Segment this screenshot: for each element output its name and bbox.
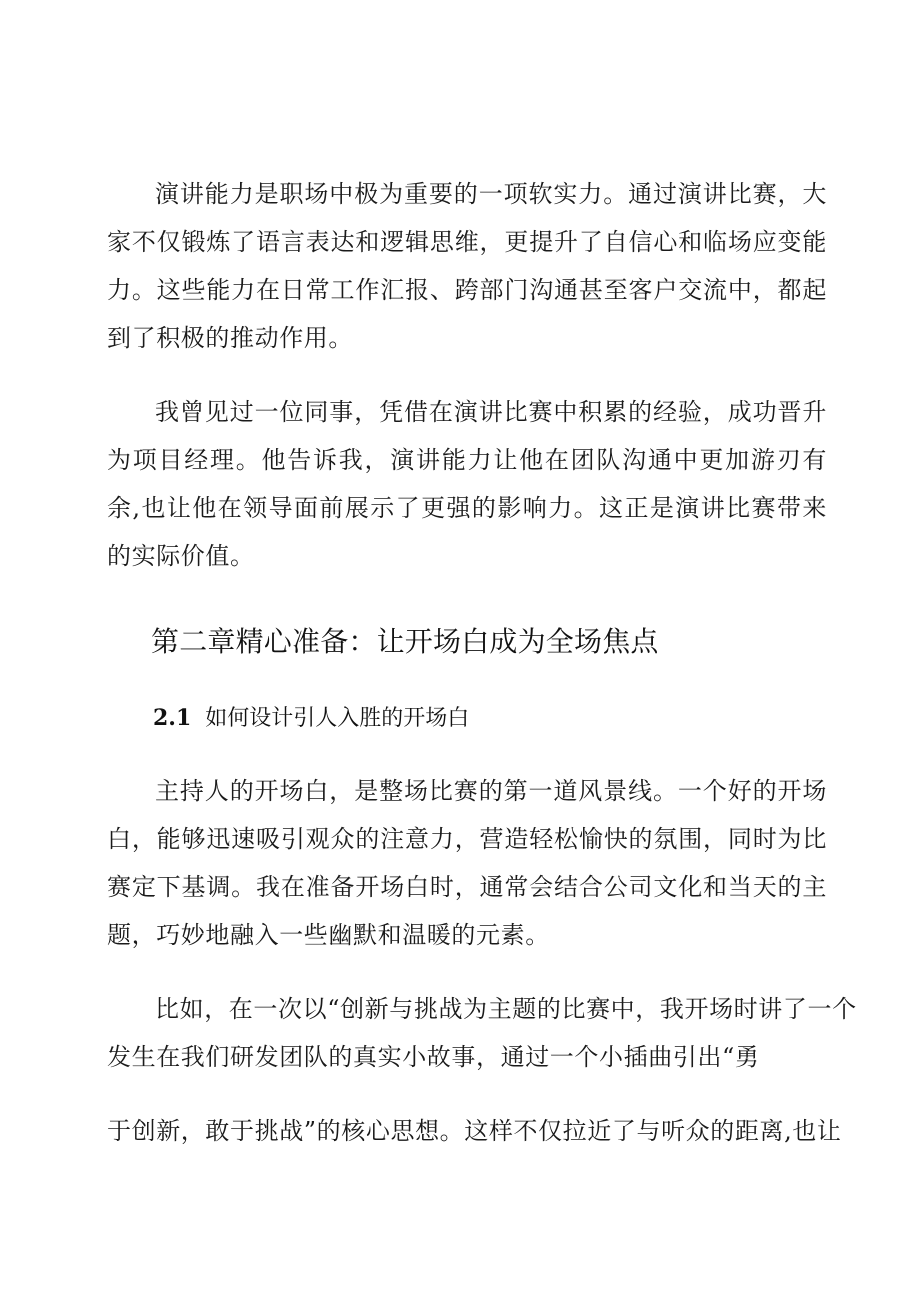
paragraph-line: 发生在我们研发团队的真实小故事，通过一个小插曲引出“勇: [107, 1043, 760, 1071]
paragraph-line: 于创新，敢于挑战”的核心思想。这样不仅拉近了与听众的距离,也让: [107, 1117, 842, 1145]
section-title: 如何设计引人入胜的开场白: [205, 706, 470, 731]
body-paragraph: 主持人的开场白，是整场比赛的第一道风景线。一个好的开场白，能够迅速吸引观众的注意力，营造轻松愉快的氛围，同时为比赛定下基调。我在准备开场白时，通常会结合公司文化和当天的主题，巧妙地融入一些幽默和温暖的元素。: [107, 777, 827, 949]
paragraph-line: 比如，在一次以“创新与挑战为主题的比赛中，我开场时讲了一个: [155, 995, 857, 1023]
body-paragraph: 我曾见过一位同事，凭借在演讲比赛中积累的经验，成功晋升为项目经理。他告诉我，演讲能力让他在团队沟通中更加游刃有余,也让他在领导面前展示了更强的影响力。这正是演讲比赛带来的实际价值。: [107, 398, 827, 570]
body-paragraph: 演讲能力是职场中极为重要的一项软实力。通过演讲比赛，大家不仅锻炼了语言表达和逻辑思维，更提升了自信心和临场应变能力。这些能力在日常工作汇报、跨部门沟通甚至客户交流中，都起到了积极的推动作用。: [107, 180, 827, 352]
section-number: 2.1: [153, 705, 192, 731]
chapter-title: 第二章精心准备：让开场白成为全场焦点: [151, 625, 659, 658]
document-content: [107, 170, 857, 1155]
last-paragraph: [107, 985, 857, 1155]
section-heading: [107, 694, 827, 743]
